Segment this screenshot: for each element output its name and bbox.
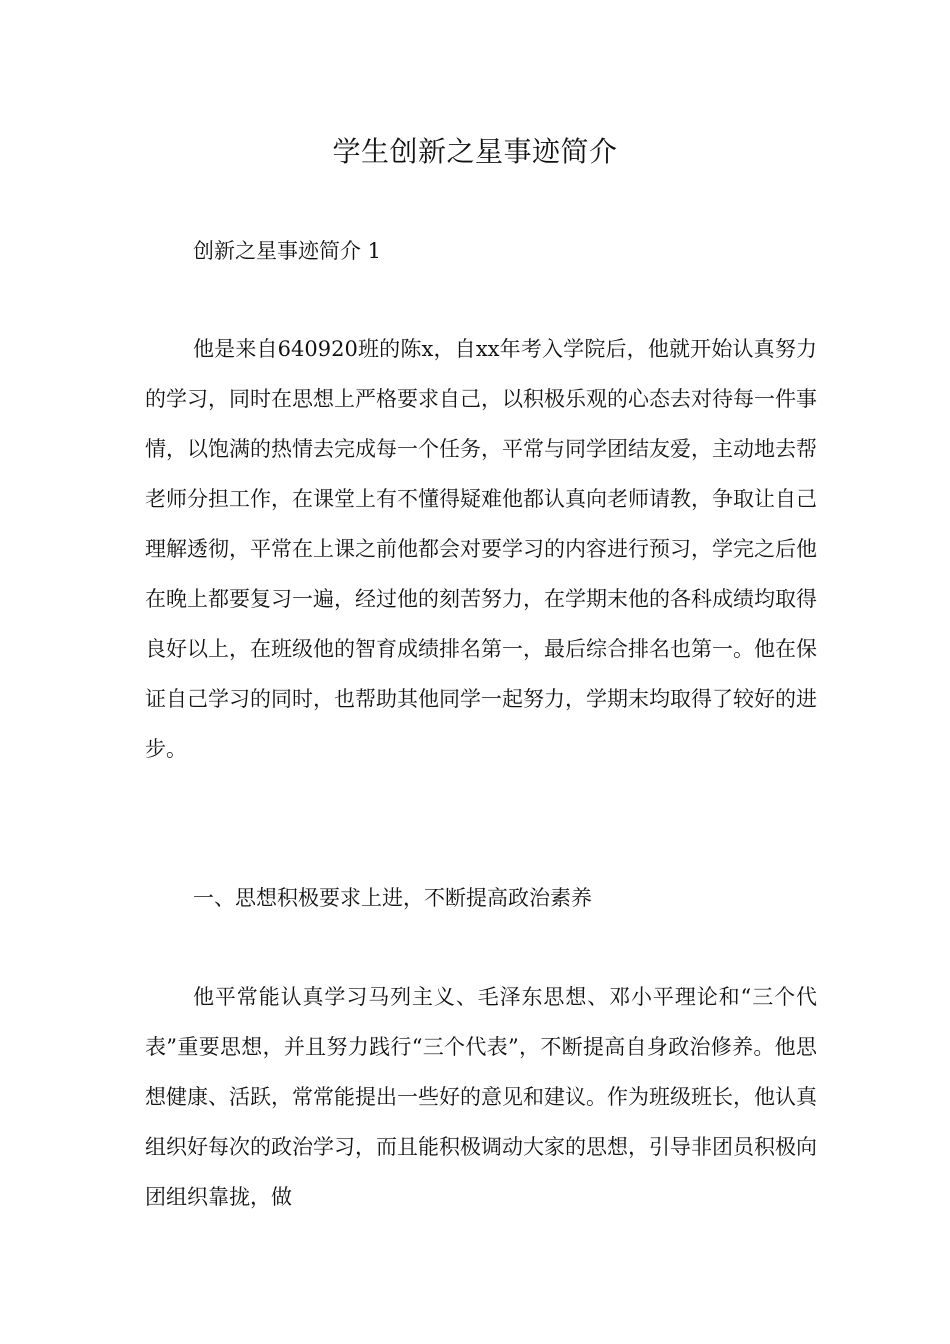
body-paragraph: 他平常能认真学习马列主义、毛泽东思想、邓小平理论和“三个代表”重要思想，并且努力践行“三个代表”，不断提高自身政治修养。他思想健康、活跃，常常能提出一些好的意见和建议。作为班级班长，他认真组织好每次的政治学习，而且能积极调动大家的思想，引导非团员积极向团组织靠拢，做 — [145, 985, 817, 1209]
section-heading: 一、思想积极要求上进，不断提高政治素养 — [193, 886, 592, 910]
body-paragraph: 他是来自640920班的陈x，自xx年考入学院后，他就开始认真努力的学习，同时在思想上严格要求自己，以积极乐观的心态去对待每一件事情，以饱满的热情去完成每一个任务，平常与同学团结友爱，主动地去帮老师分担工作，在课堂上有不懂得疑难他都认真向老师请教，争取让自己理解透彻，平常在上课之前他都会对要学习的内容进行预习，学完之后他在晚上都要复习一遍，经过他的刻苦努力，在学期末他的各科成绩均取得良好以上，在班级他的智育成绩排名第一，最后综合排名也第一。他在保证自己学习的同时，也帮助其他同学一起努力，学期末均取得了较好的进步。 — [145, 337, 817, 761]
document-title: 学生创新之星事迹简介 — [332, 135, 618, 168]
section-heading: 创新之星事迹简介 1 — [193, 239, 382, 263]
